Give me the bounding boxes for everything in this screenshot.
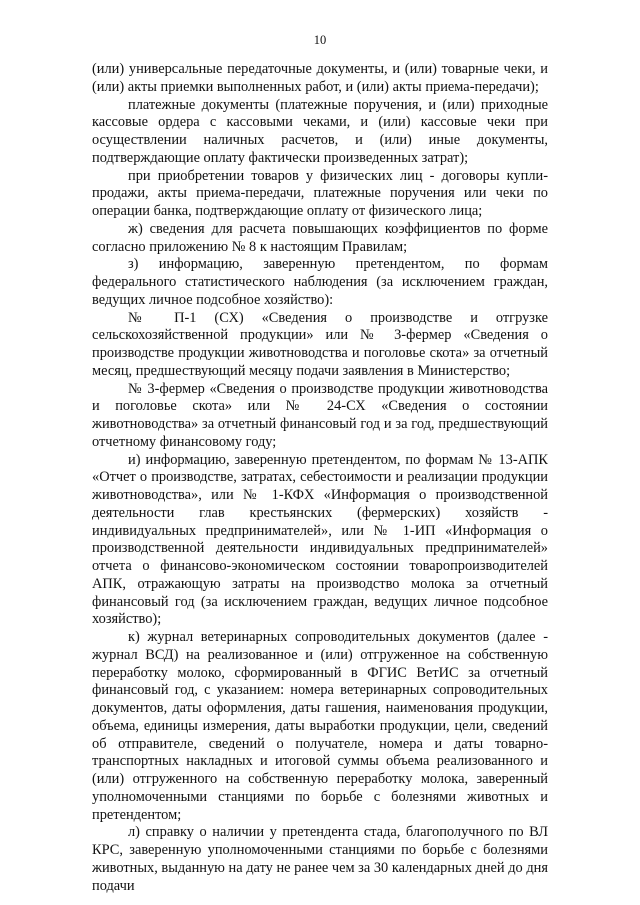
paragraph-item-z: з) информацию, заверенную претендентом, по формам федерального статистического наблюдения (за исключением граждан, ведущих личное подсобное хозяйство): xyxy=(92,256,548,308)
paragraph-form-3-fermer: № 3-фермер «Сведения о производстве продукции животноводства и поголовье скота» или № 24-СХ «Сведения о состоянии животноводства» за отчетный финансовый год и за год, предшествующий отчетному финансовому году; xyxy=(92,380,548,450)
paragraph-payment-documents: платежные документы (платежные поручения, и (или) приходные кассовые ордера с кассовыми чеками, и (или) кассовые чеки при осуществлении наличных расчетов, и (или) иные документы, подтверждающие оплату фактически произведенных затрат); xyxy=(92,96,548,166)
document-body xyxy=(92,61,548,895)
paragraph-item-k: к) журнал ветеринарных сопроводительных документов (далее - журнал ВСД) на реализованное и (или) отгруженное на собственную переработку молоко, сформированный в ФГИС ВетИС за отчетный финансовый год, с указанием: номера ветеринарных сопроводительных документов, даты оформления, даты гашения, наименования продукции, объема, единицы измерения, даты выработки продукции, цели, сведений об отправителе, сведений о получателе, номера и даты товарно-транспортных накладных и итоговой суммы объема реализованного и (или) отгруженного на собственную переработку молока, заверенный уполномоченными станциями по борьбе с болезнями животных и претендентом; xyxy=(92,629,548,823)
paragraph-continuation: (или) универсальные передаточные документы, и (или) товарные чеки, и (или) акты приемки выполненных работ, и (или) акты приема-передачи); xyxy=(92,61,548,95)
page-number: 10 xyxy=(313,33,327,47)
paragraph-individuals-purchase: при приобретении товаров у физических лиц - договоры купли-продажи, акты приема-передачи, платежные поручения или чеки по операции банка, подтверждающие оплату от физического лица; xyxy=(92,167,548,219)
paragraph-item-zh: ж) сведения для расчета повышающих коэффициентов по форме согласно приложению № 8 к настоящим Правилам; xyxy=(92,220,548,255)
paragraph-item-i: и) информацию, заверенную претендентом, по формам № 13-АПК «Отчет о производстве, затратах, себестоимости и реализации продукции животноводства», или № 1-КФХ «Информация о производственной деятельности глав крестьянских (фермерских) хозяйств - индивидуальных предпринимателей», или № 1-ИП «Информация о производственной деятельности индивидуальных предпринимателей» отчета о финансово-экономическом состоянии товаропроизводителей АПК, отражающую затраты на производство молока за отчетный финансовый год (за исключением граждан, ведущих личное подсобное хозяйство); xyxy=(92,451,548,628)
paragraph-form-p1: № П-1 (СХ) «Сведения о производстве и отгрузке сельскохозяйственной продукции» или № 3-фермер «Сведения о производстве продукции животноводства и поголовье скота» за отчетный месяц, предшествующий месяцу подачи заявления в Министерство; xyxy=(92,309,548,379)
paragraph-item-l: л) справку о наличии у претендента стада, благополучного по ВЛ КРС, заверенную уполномоченными станциями по борьбе с болезнями животных, выданную на дату не ранее чем за 30 календарных дней до дня подачи xyxy=(92,824,548,894)
